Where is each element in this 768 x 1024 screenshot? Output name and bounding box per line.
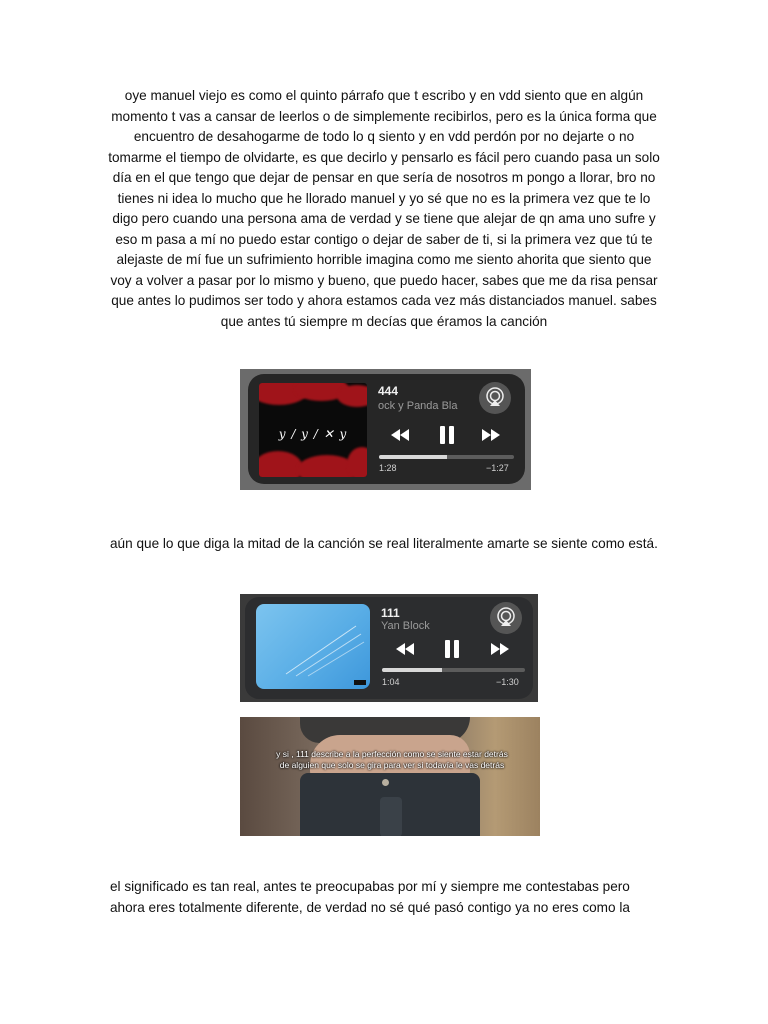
- captioned-photo: [240, 717, 540, 836]
- elapsed-time: 1:28: [379, 463, 397, 473]
- backward-icon: [394, 642, 416, 656]
- forward-icon: [489, 642, 511, 656]
- progress-fill: [382, 668, 442, 672]
- elapsed-time: 1:04: [382, 677, 400, 687]
- airplay-button[interactable]: [490, 602, 522, 634]
- pause-button[interactable]: [438, 425, 456, 450]
- next-button[interactable]: [480, 428, 502, 447]
- airplay-button[interactable]: [479, 382, 511, 414]
- progress-bar[interactable]: [382, 668, 525, 672]
- backward-icon: [389, 428, 411, 442]
- pause-icon: [443, 639, 461, 659]
- remaining-time: −1:30: [496, 677, 519, 687]
- track-artist: ock y Panda Bla: [378, 400, 458, 412]
- music-player-widget-444: [240, 369, 531, 490]
- pause-button[interactable]: [443, 639, 461, 664]
- album-art-text: y / y / ✕ y: [278, 427, 348, 441]
- album-art: [259, 383, 367, 477]
- photo-caption: y si , 111 describe a la perfección como se siente estar detrás de alguien que solo se gira para ver si todavía le vas detrás: [276, 749, 508, 770]
- music-player-widget-111: [240, 594, 538, 702]
- airplay-icon: [490, 602, 522, 634]
- previous-button[interactable]: [389, 428, 411, 447]
- progress-fill: [379, 455, 447, 459]
- previous-button[interactable]: [394, 642, 416, 661]
- airplay-icon: [479, 382, 511, 414]
- forward-icon: [480, 428, 502, 442]
- paragraph-middle: aún que lo que diga la mitad de la canción se real literalmente amarte se siente como está.: [110, 536, 658, 551]
- contrail-lines: [256, 604, 370, 689]
- paragraph-intro: oye manuel viejo es como el quinto párrafo que t escribo y en vdd siento que en algún momento t vas a cansar de leerlos o de simplemente recibirlos, pero es la única forma que encuentro de desahogarme de todo lo q siento y en vdd perdón por no dejarte o no tomarme el tiempo de olvidarte, es que decirlo y pensarlo es fácil pero cuando pasa un solo día en el que tengo que dejar de pensar en que sería de nosotros m pongo a llorar, bro no tienes ni idea lo mucho que he llorado manuel y yo sé que no es la primera vez que te lo digo pero cuando una persona ama de verdad y se tiene que alejar de qn ama uno sufre y eso m pasa a mí no puedo estar contigo o dejar de saber de ti, si la primera vez que tú te alejaste de mí fue un sufrimiento horrible imagina como me siento ahorita que siento que voy a volver a pasar por lo mismo y bueno, que puedo hacer, sabes que me da risa pensar que antes lo pudimos ser todo y ahora estamos cada vez más distanciados manuel. sabes que antes tú siempre m decías que éramos la canción: [108, 88, 660, 329]
- paragraph-closing: el significado es tan real, antes te preocupabas por mí y siempre me contestabas pero ahora eres totalmente diferente, de verdad no sé qué pasó contigo ya no eres como la: [110, 879, 630, 915]
- remaining-time: −1:27: [486, 463, 509, 473]
- pause-icon: [438, 425, 456, 445]
- progress-bar[interactable]: [379, 455, 514, 459]
- track-artist: Yan Block: [381, 620, 430, 632]
- track-title: 111: [381, 606, 400, 620]
- track-title: 444: [378, 384, 399, 398]
- album-art: [256, 604, 370, 689]
- next-button[interactable]: [489, 642, 511, 661]
